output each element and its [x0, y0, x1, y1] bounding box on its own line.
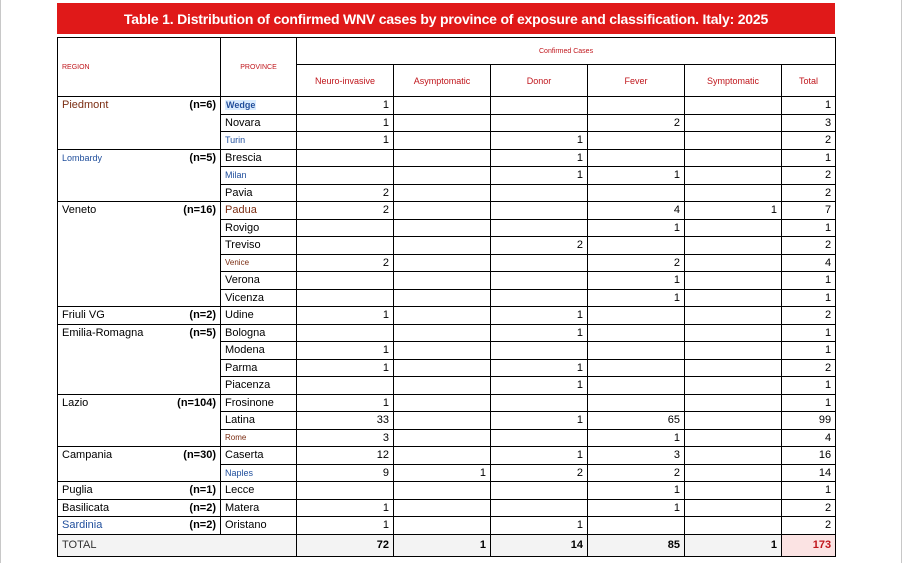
province-name: Treviso: [221, 237, 297, 255]
neuro-invasive-cell: 9: [297, 464, 394, 482]
region-name: Puglia: [62, 484, 93, 496]
region-name: Emilia-Romagna: [62, 326, 144, 339]
region-name: Sardinia: [62, 519, 103, 531]
total-cell: 2: [782, 499, 836, 517]
province-name: Brescia: [221, 149, 297, 167]
symptomatic-cell: [685, 237, 782, 255]
header-region: REGION: [58, 38, 221, 97]
symptomatic-cell: [685, 272, 782, 290]
asymptomatic-cell: [394, 132, 491, 150]
region-cell: [58, 202, 221, 307]
header-donor: Donor: [491, 65, 588, 97]
region-cell: [58, 447, 221, 482]
donor-cell: 1: [491, 359, 588, 377]
region-cell: [58, 499, 221, 517]
region-count: (n=30): [183, 449, 216, 461]
neuro-invasive-cell: 2: [297, 184, 394, 202]
region-count: (n=104): [177, 396, 216, 409]
fever-cell: [588, 184, 685, 202]
symptomatic-cell: [685, 359, 782, 377]
fever-cell: 2: [588, 114, 685, 132]
symptomatic-cell: [685, 219, 782, 237]
total-row: [58, 534, 836, 556]
total-label: TOTAL: [58, 534, 297, 556]
region-cell: [58, 97, 221, 150]
table-row: [58, 447, 836, 465]
asymptomatic-cell: [394, 167, 491, 185]
total-neuro-invasive: 72: [297, 534, 394, 556]
table-row: [58, 482, 836, 500]
asymptomatic-cell: [394, 237, 491, 255]
page-edge-left: [0, 0, 1, 563]
donor-cell: [491, 254, 588, 272]
province-name: Parma: [221, 359, 297, 377]
symptomatic-cell: [685, 254, 782, 272]
neuro-invasive-cell: 1: [297, 342, 394, 360]
fever-cell: 1: [588, 219, 685, 237]
header-symptomatic: Symptomatic: [685, 65, 782, 97]
donor-cell: [491, 184, 588, 202]
asymptomatic-cell: [394, 97, 491, 115]
asymptomatic-cell: [394, 202, 491, 220]
neuro-invasive-cell: 1: [297, 394, 394, 412]
donor-cell: 1: [491, 132, 588, 150]
symptomatic-cell: [685, 412, 782, 430]
asymptomatic-cell: [394, 254, 491, 272]
donor-cell: [491, 394, 588, 412]
fever-cell: 1: [588, 482, 685, 500]
province-name: Frosinone: [221, 394, 297, 412]
header-total: Total: [782, 65, 836, 97]
province-cell: [221, 97, 297, 115]
asymptomatic-cell: [394, 429, 491, 447]
donor-cell: [491, 289, 588, 307]
symptomatic-cell: [685, 114, 782, 132]
asymptomatic-cell: 1: [394, 464, 491, 482]
asymptomatic-cell: [394, 184, 491, 202]
donor-cell: 1: [491, 307, 588, 325]
region-count: (n=2): [189, 309, 216, 321]
province-name: Latina: [221, 412, 297, 430]
total-cell: 1: [782, 324, 836, 342]
donor-cell: 1: [491, 377, 588, 395]
fever-cell: 1: [588, 167, 685, 185]
total-cell: 3: [782, 114, 836, 132]
region-name: Piedmont: [62, 99, 109, 111]
region-cell: [58, 517, 221, 535]
neuro-invasive-cell: 2: [297, 202, 394, 220]
symptomatic-cell: [685, 97, 782, 115]
total-cell: 14: [782, 464, 836, 482]
asymptomatic-cell: [394, 272, 491, 290]
neuro-invasive-cell: [297, 167, 394, 185]
neuro-invasive-cell: [297, 237, 394, 255]
neuro-invasive-cell: [297, 482, 394, 500]
fever-cell: [588, 324, 685, 342]
fever-cell: 1: [588, 429, 685, 447]
total-cell: 2: [782, 167, 836, 185]
total-cell: 2: [782, 132, 836, 150]
table-body: [58, 97, 836, 557]
total-cell: 1: [782, 272, 836, 290]
total-cell: 2: [782, 184, 836, 202]
asymptomatic-cell: [394, 359, 491, 377]
total-cell: 1: [782, 482, 836, 500]
donor-cell: [491, 429, 588, 447]
region-count: (n=2): [189, 519, 216, 531]
total-cell: 1: [782, 289, 836, 307]
symptomatic-cell: 1: [685, 202, 782, 220]
fever-cell: [588, 149, 685, 167]
region-cell: [58, 394, 221, 447]
region-name: Veneto: [62, 204, 97, 216]
neuro-invasive-cell: [297, 149, 394, 167]
symptomatic-cell: [685, 167, 782, 185]
fever-cell: [588, 377, 685, 395]
region-count: (n=1): [189, 484, 216, 496]
province-name: Rome: [221, 429, 297, 447]
neuro-invasive-cell: 12: [297, 447, 394, 465]
header-fever: Fever: [588, 65, 685, 97]
donor-cell: [491, 342, 588, 360]
province-name: Wedge: [226, 100, 256, 111]
province-name: Modena: [221, 342, 297, 360]
region-count: (n=6): [189, 99, 216, 111]
table-row: [58, 202, 836, 220]
neuro-invasive-cell: 2: [297, 254, 394, 272]
total-cell: 1: [782, 342, 836, 360]
total-cell: 1: [782, 394, 836, 412]
region-count: (n=16): [183, 204, 216, 216]
fever-cell: [588, 132, 685, 150]
symptomatic-cell: [685, 394, 782, 412]
province-name: Naples: [221, 464, 297, 482]
symptomatic-cell: [685, 324, 782, 342]
fever-cell: [588, 342, 685, 360]
asymptomatic-cell: [394, 517, 491, 535]
symptomatic-cell: [685, 184, 782, 202]
fever-cell: 3: [588, 447, 685, 465]
asymptomatic-cell: [394, 219, 491, 237]
total-cell: 7: [782, 202, 836, 220]
province-name: Bologna: [221, 324, 297, 342]
donor-cell: 1: [491, 412, 588, 430]
symptomatic-cell: [685, 289, 782, 307]
table-row: [58, 499, 836, 517]
table-row: [58, 97, 836, 115]
symptomatic-cell: [685, 482, 782, 500]
neuro-invasive-cell: 33: [297, 412, 394, 430]
symptomatic-cell: [685, 447, 782, 465]
asymptomatic-cell: [394, 307, 491, 325]
header-neuro-invasive: Neuro-invasive: [297, 65, 394, 97]
region-cell: [58, 149, 221, 202]
donor-cell: 1: [491, 517, 588, 535]
total-cell: 2: [782, 237, 836, 255]
asymptomatic-cell: [394, 394, 491, 412]
neuro-invasive-cell: [297, 289, 394, 307]
region-name: Friuli VG: [62, 309, 105, 321]
neuro-invasive-cell: 1: [297, 499, 394, 517]
symptomatic-cell: [685, 307, 782, 325]
region-cell: [58, 482, 221, 500]
table-row: [58, 517, 836, 535]
fever-cell: [588, 394, 685, 412]
total-cell: 99: [782, 412, 836, 430]
table-row: [58, 324, 836, 342]
province-name: Milan: [221, 167, 297, 185]
asymptomatic-cell: [394, 447, 491, 465]
neuro-invasive-cell: [297, 272, 394, 290]
neuro-invasive-cell: [297, 219, 394, 237]
asymptomatic-cell: [394, 412, 491, 430]
total-cell: 1: [782, 97, 836, 115]
fever-cell: 1: [588, 289, 685, 307]
fever-cell: 1: [588, 499, 685, 517]
header-province: PROVINCE: [221, 38, 297, 97]
symptomatic-cell: [685, 149, 782, 167]
symptomatic-cell: [685, 429, 782, 447]
fever-cell: 2: [588, 254, 685, 272]
header-confirmed-cases: Confirmed Cases: [297, 38, 836, 65]
asymptomatic-cell: [394, 342, 491, 360]
donor-cell: [491, 499, 588, 517]
donor-cell: [491, 97, 588, 115]
neuro-invasive-cell: [297, 377, 394, 395]
fever-cell: 1: [588, 272, 685, 290]
neuro-invasive-cell: 3: [297, 429, 394, 447]
province-name: Novara: [221, 114, 297, 132]
donor-cell: [491, 272, 588, 290]
neuro-invasive-cell: 1: [297, 359, 394, 377]
asymptomatic-cell: [394, 377, 491, 395]
total-cell: 1: [782, 149, 836, 167]
header-asymptomatic: Asymptomatic: [394, 65, 491, 97]
neuro-invasive-cell: 1: [297, 307, 394, 325]
symptomatic-cell: [685, 464, 782, 482]
province-name: Padua: [221, 202, 297, 220]
donor-cell: [491, 114, 588, 132]
table-row: [58, 307, 836, 325]
region-cell: [58, 324, 221, 394]
region-cell: [58, 307, 221, 325]
fever-cell: 4: [588, 202, 685, 220]
donor-cell: 1: [491, 167, 588, 185]
province-name: Oristano: [221, 517, 297, 535]
neuro-invasive-cell: 1: [297, 132, 394, 150]
total-symptomatic: 1: [685, 534, 782, 556]
donor-cell: 1: [491, 447, 588, 465]
fever-cell: [588, 97, 685, 115]
total-asymptomatic: 1: [394, 534, 491, 556]
province-name: Vicenza: [221, 289, 297, 307]
region-name: Campania: [62, 449, 113, 461]
asymptomatic-cell: [394, 482, 491, 500]
asymptomatic-cell: [394, 324, 491, 342]
table-row: [58, 394, 836, 412]
table-row: [58, 149, 836, 167]
asymptomatic-cell: [394, 499, 491, 517]
province-name: Rovigo: [221, 219, 297, 237]
province-name: Venice: [221, 254, 297, 272]
fever-cell: [588, 359, 685, 377]
fever-cell: [588, 307, 685, 325]
grand-total: 173: [782, 534, 836, 556]
province-name: Turin: [221, 132, 297, 150]
symptomatic-cell: [685, 499, 782, 517]
donor-cell: 1: [491, 149, 588, 167]
province-name: Piacenza: [221, 377, 297, 395]
fever-cell: [588, 517, 685, 535]
total-cell: 2: [782, 359, 836, 377]
fever-cell: 65: [588, 412, 685, 430]
symptomatic-cell: [685, 342, 782, 360]
region-name: Basilicata: [62, 501, 110, 514]
symptomatic-cell: [685, 517, 782, 535]
region-count: (n=5): [189, 326, 216, 339]
donor-cell: [491, 202, 588, 220]
asymptomatic-cell: [394, 289, 491, 307]
total-cell: 4: [782, 429, 836, 447]
region-name: Lombardy: [62, 152, 103, 163]
province-name: Matera: [221, 499, 297, 517]
table-title: Table 1. Distribution of confirmed WNV cases by province of exposure and classification. Italy: 2025: [57, 3, 835, 34]
donor-cell: [491, 219, 588, 237]
neuro-invasive-cell: 1: [297, 517, 394, 535]
total-cell: 2: [782, 517, 836, 535]
total-cell: 1: [782, 219, 836, 237]
region-count: (n=2): [189, 501, 216, 514]
wnv-cases-table: [57, 37, 836, 557]
region-name: Lazio: [62, 396, 89, 409]
neuro-invasive-cell: [297, 324, 394, 342]
total-cell: 2: [782, 307, 836, 325]
total-cell: 16: [782, 447, 836, 465]
province-name: Lecce: [221, 482, 297, 500]
asymptomatic-cell: [394, 149, 491, 167]
asymptomatic-cell: [394, 114, 491, 132]
fever-cell: 2: [588, 464, 685, 482]
symptomatic-cell: [685, 377, 782, 395]
donor-cell: 2: [491, 464, 588, 482]
total-donor: 14: [491, 534, 588, 556]
donor-cell: [491, 482, 588, 500]
province-name: Pavia: [221, 184, 297, 202]
neuro-invasive-cell: 1: [297, 114, 394, 132]
province-name: Udine: [221, 307, 297, 325]
region-count: (n=5): [189, 151, 216, 164]
symptomatic-cell: [685, 132, 782, 150]
donor-cell: 1: [491, 324, 588, 342]
province-name: Caserta: [221, 447, 297, 465]
total-cell: 1: [782, 377, 836, 395]
province-name: Verona: [221, 272, 297, 290]
total-fever: 85: [588, 534, 685, 556]
total-cell: 4: [782, 254, 836, 272]
donor-cell: 2: [491, 237, 588, 255]
fever-cell: [588, 237, 685, 255]
neuro-invasive-cell: 1: [297, 97, 394, 115]
